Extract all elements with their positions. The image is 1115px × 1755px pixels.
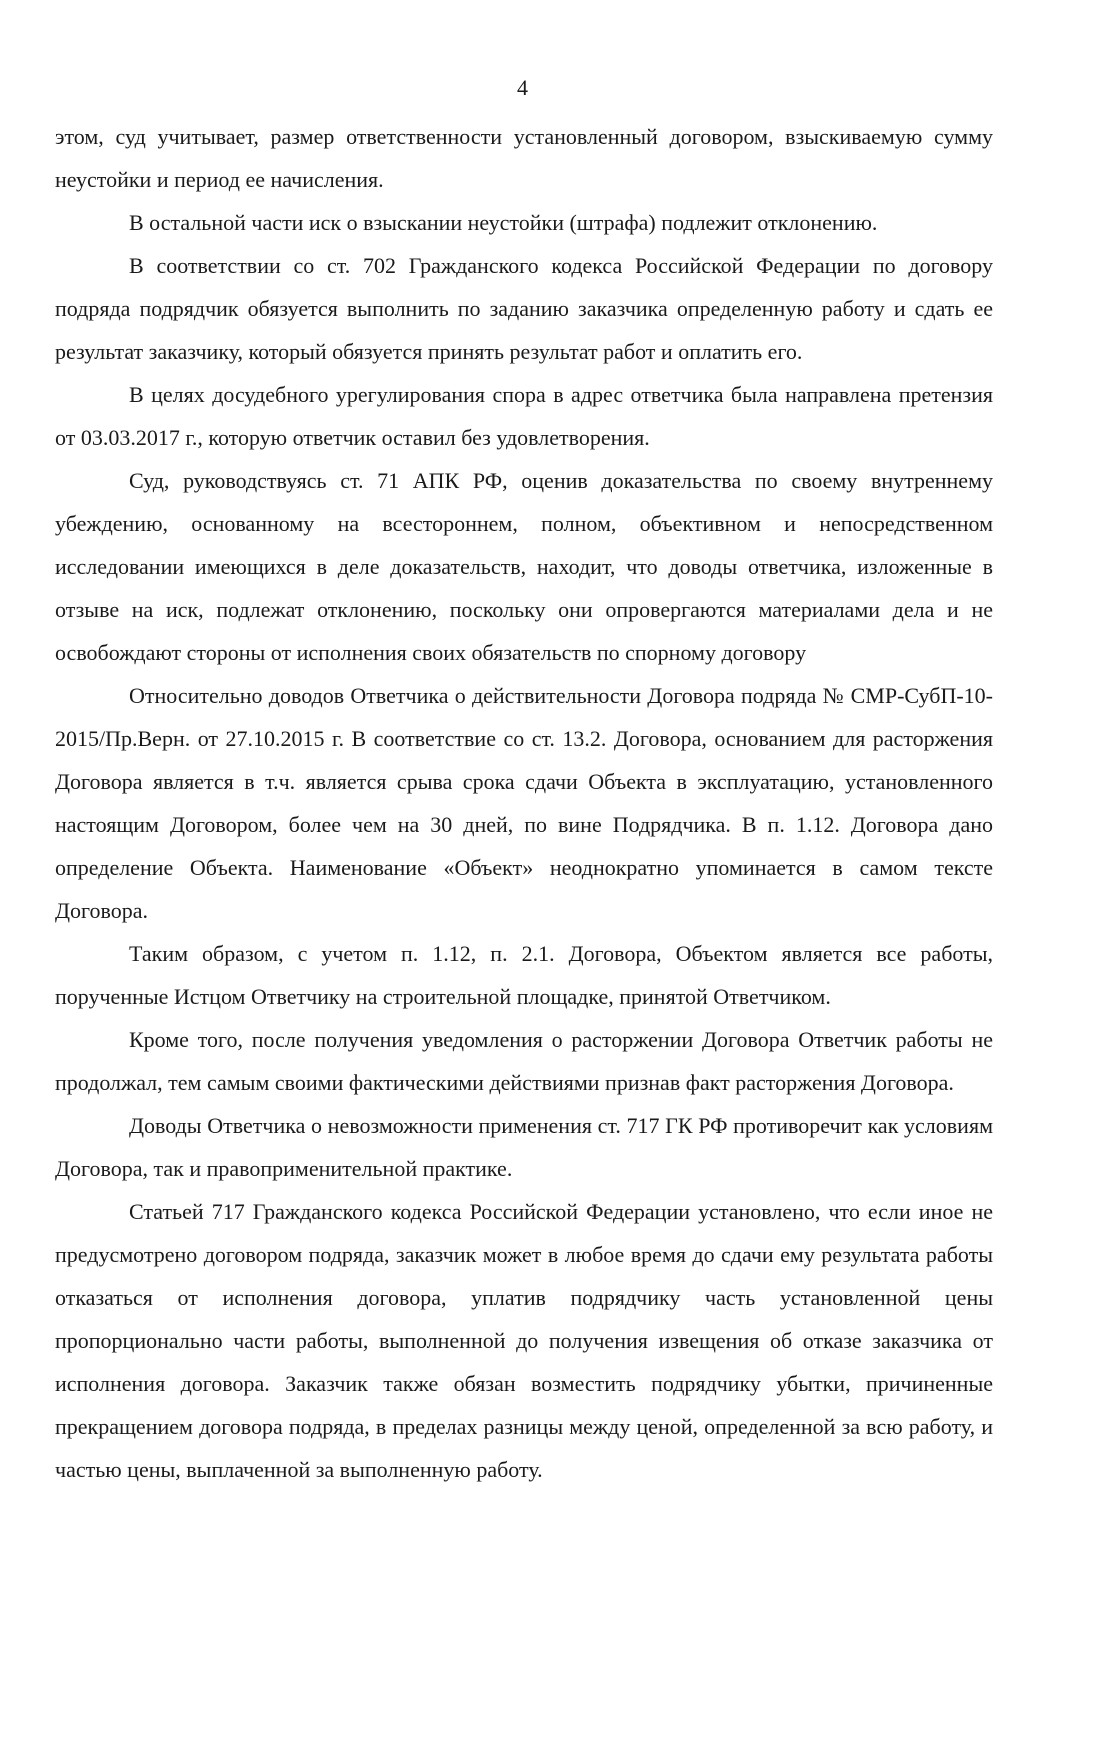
paragraph-9: Доводы Ответчика о невозможности применения ст. 717 ГК РФ противоречит как условиям Договора, так и правоприменительной практике.: [55, 1113, 993, 1181]
paragraph-10: Статьей 717 Гражданского кодекса Российской Федерации установлено, что если иное не предусмотрено договором подряда, заказчик может в любое время до сдачи ему результата работы отказаться от исполнения договора, уплатив подрядчику часть установленной цены пропорционально части работы, выполненной до получения извещения об отказе заказчика от исполнения договора. Заказчик также обязан возместить подрядчику убытки, причиненные прекращением договора подряда, в пределах разницы между ценой, определенной за всю работу, и частью цены, выплаченной за выполненную работу.: [55, 1199, 993, 1482]
paragraph-2: В остальной части иск о взыскании неустойки (штрафа) подлежит отклонению.: [129, 210, 878, 235]
paragraph-4: В целях досудебного урегулирования спора в адрес ответчика была направлена претензия от 03.03.2017 г., которую ответчик оставил без удовлетворения.: [55, 382, 993, 450]
paragraph-1: этом, суд учитывает, размер ответственности установленный договором, взыскиваемую сумму неустойки и период ее начисления.: [55, 124, 993, 192]
paragraph-6: Относительно доводов Ответчика о действительности Договора подряда № СМР-СубП-10-2015/Пр.Верн. от 27.10.2015 г. В соответствие со ст. 13.2. Договора, основанием для расторжения Договора является в т.ч. является срыва срока сдачи Объекта в эксплуатацию, установленного настоящим Договором, более чем на 30 дней, по вине Подрядчика. В п. 1.12. Договора дано определение Объекта. Наименование «Объект» неоднократно упоминается в самом тексте Договора.: [55, 683, 993, 923]
paragraph-3: В соответствии со ст. 702 Гражданского кодекса Российской Федерации по договору подряда подрядчик обязуется выполнить по заданию заказчика определенную работу и сдать ее результат заказчику, который обязуется принять результат работ и оплатить его.: [55, 253, 993, 364]
page-number: 4: [517, 75, 528, 100]
paragraph-7: Таким образом, с учетом п. 1.12, п. 2.1. Договора, Объектом является все работы, порученные Истцом Ответчику на строительной площадке, принятой Ответчиком.: [55, 941, 993, 1009]
paragraph-8: Кроме того, после получения уведомления о расторжении Договора Ответчик работы не продолжал, тем самым своими фактическими действиями признав факт расторжения Договора.: [55, 1027, 993, 1095]
paragraph-5: Суд, руководствуясь ст. 71 АПК РФ, оценив доказательства по своему внутреннему убеждению, основанному на всестороннем, полном, объективном и непосредственном исследовании имеющихся в деле доказательств, находит, что доводы ответчика, изложенные в отзыве на иск, подлежат отклонению, поскольку они опровергаются материалами дела и не освобождают стороны от исполнения своих обязательств по спорному договору: [55, 468, 993, 665]
document-body: [55, 115, 993, 1491]
